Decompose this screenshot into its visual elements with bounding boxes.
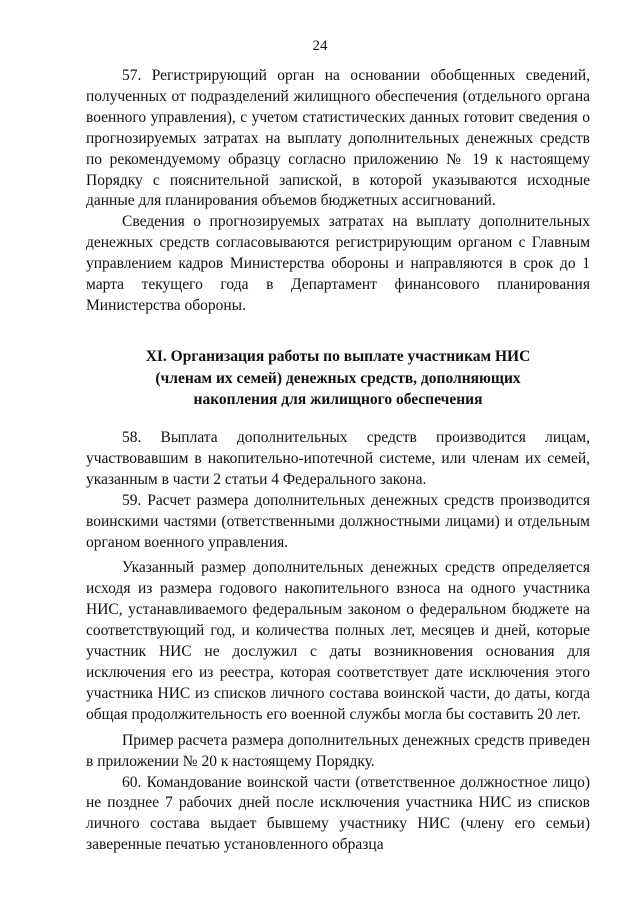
page-number: 24 <box>312 38 328 54</box>
section-heading-line-2: (членам их семей) денежных средств, дополняющих <box>155 369 521 387</box>
section-heading <box>86 346 590 411</box>
paragraph-58: 58. Выплата дополнительных средств производится лицам, участвовавшим в накопительно-ипотечной системе, или членам их семей, указанным в части 2 статьи 4 Федерального закона. <box>86 429 590 488</box>
paragraph-57: 57. Регистрирующий орган на основании обобщенных сведений, полученных от подразделений жилищного обеспечения (отдельного органа военного управления), с учетом статистических данных готовит сведения о прогнозируемых затратах на выплату дополнительных денежных средств по рекомендуемому образцу согласно приложению № 19 к настоящему Порядку с пояснительной запиской, в которой указываются исходные данные для планирования объемов бюджетных ассигнований. <box>86 67 590 210</box>
paragraph-59: 59. Расчет размера дополнительных денежных средств производится воинскими частями (ответственными должностными лицами) и отдельным органом военного управления. <box>86 491 590 551</box>
paragraph-example-reference: Пример расчета размера дополнительных денежных средств приведен в приложении № 20 к настоящему Порядку. <box>86 731 590 770</box>
paragraph-60: 60. Командование воинской части (ответственное должностное лицо) не позднее 7 рабочих дней после исключения участника НИС из списков личного состава выдает бывшему участнику НИС (члену его семьи) заверенные печатью установленного образца <box>86 773 590 854</box>
section-heading-line-3: накопления для жилищного обеспечения <box>193 391 483 408</box>
bottom-text-block <box>86 428 590 856</box>
section-heading-line-1: XI. Организация работы по выплате участникам НИС <box>145 348 531 365</box>
top-text-block <box>86 66 590 317</box>
paragraph-calculation-rule: Указанный размер дополнительных денежных средств определяется исходя из размера годового накопительного взноса на одного участника НИС, устанавливаемого федеральным законом о федеральном бюджете на соответствующий год, и количества полных лет, месяцев и дней, которые участник НИС не дослужил с даты возникновения основания для исключения его из реестра, которая соответствует дате исключения этого участника НИС из списков личного состава воинской части, до даты, когда общая продолжительность его военной службы могла бы составить 20 лет. <box>86 559 590 723</box>
paragraph-forecast-info: Сведения о прогнозируемых затратах на выплату дополнительных денежных средств согласовываются регистрирующим органом с Главным управлением кадров Министерства обороны и направляются в срок до 1 марта текущего года в Департамент финансового планирования Министерства обороны. <box>86 213 590 314</box>
